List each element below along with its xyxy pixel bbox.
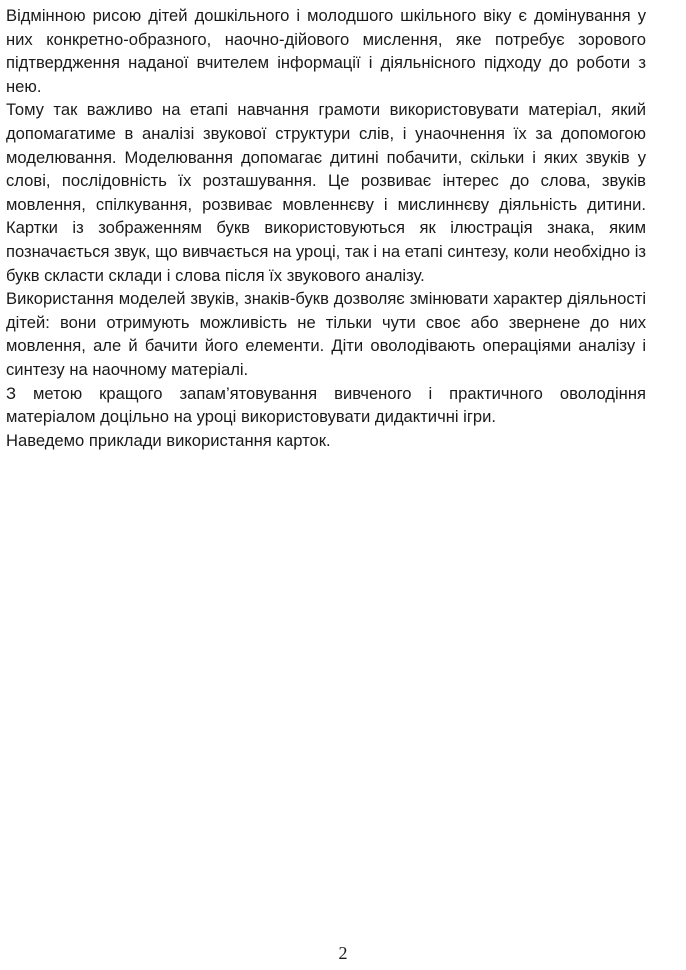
paragraph-3: Використання моделей звуків, знаків-букв дозволяє змінювати характер діяльності дітей: вони отримують можливість не тільки чути своє або звернене до них мовлення, але й бачити його елементи. Діти оволодівають операціями аналізу і синтезу на наочному матеріалі. (6, 289, 646, 379)
body-text (6, 4, 646, 452)
paragraph-2: Тому так важливо на етапі навчання грамоти використовувати матеріал, який допомагатиме в аналізі звукової структури слів, і унаочнення їх за допомогою моделювання. Моделювання допомагає дитині побачити, скільки і яких звуків у слові, послідовність їх розташування. Це розвиває інтерес до слова, звуків мовлення, спілкування, розвиває мовленнєву і мислиннєву діяльність дитини. Картки із зображенням букв використовуються як ілюстрація знака, яким позначається звук, що вивчається на уроці, так і на етапі синтезу, коли необхідно із букв скласти склади і слова після їх звукового аналізу. (6, 100, 647, 285)
paragraph-4: З метою кращого запам’ятовування вивченого і практичного оволодіння матеріалом доцільно на уроці використовувати дидактичні ігри. (6, 383, 646, 427)
page-number: 2 (338, 943, 348, 963)
paragraph-5: Наведемо приклади використання карток. (6, 430, 331, 450)
paragraph-1: Відмінною рисою дітей дошкільного і молодшого шкільного віку є домінування у них конкретно-образного, наочно-дійового мислення, яке потребує зорового підтвердження наданої вчителем інформації і діяльнісного підходу до роботи з нею. (6, 6, 646, 96)
